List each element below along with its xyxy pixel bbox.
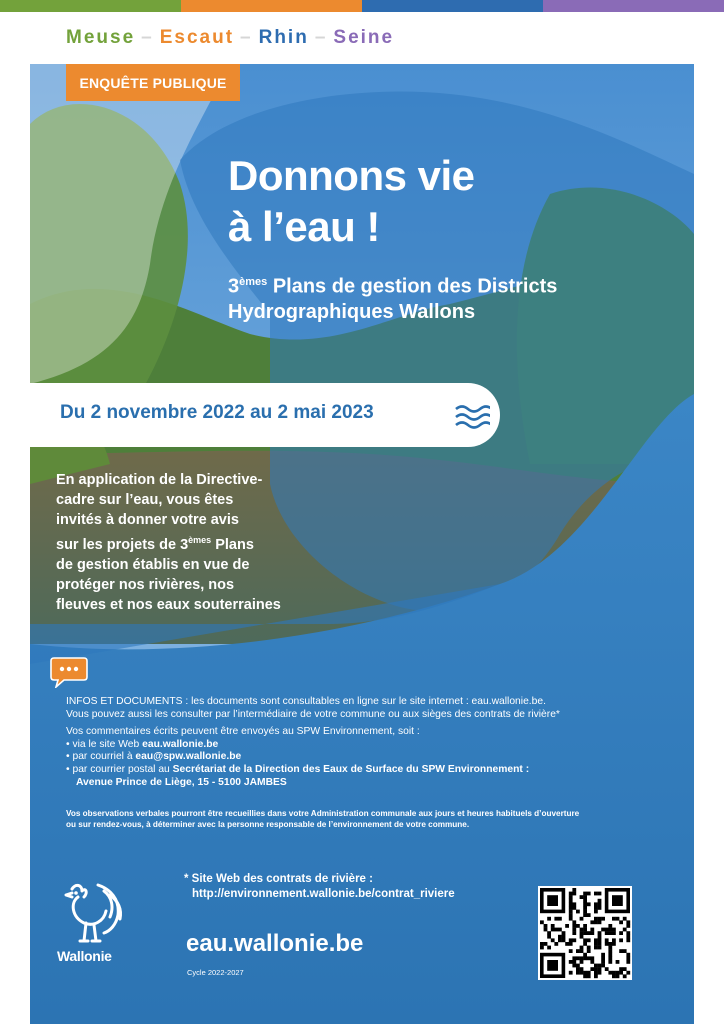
- top-color-bar: [0, 0, 724, 12]
- rooster-logo: [58, 875, 130, 947]
- chat-bubble-icon: [50, 656, 88, 688]
- river-rhin: Rhin: [258, 27, 309, 48]
- intro-line: de gestion établis en vue de: [56, 556, 250, 573]
- verbal-line: Vos observations verbales pourront être recueillies dans votre Administration communale aux jours et heures habituels d’ouverture: [66, 809, 580, 818]
- subtitle-ordinal-sup: èmes: [239, 276, 268, 288]
- web-link[interactable]: eau.wallonie.be: [142, 738, 219, 750]
- color-bar-orange: [181, 0, 362, 12]
- info-line: INFOS ET DOCUMENTS : les documents sont consultables en ligne sur le site internet : eau.wallonie.be.: [66, 696, 546, 707]
- info-bullet-post: • par courrier postal au Secrétariat de la Direction des Eaux de Surface du SPW Environnement :: [66, 764, 666, 777]
- verbal-line: ou sur rendez-vous, à déterminer avec la personne responsable de l’environnement de votre commune.: [66, 820, 470, 829]
- info-section: [66, 696, 666, 789]
- public-inquiry-badge: ENQUÊTE PUBLIQUE: [66, 64, 240, 101]
- color-bar-violet: [543, 0, 724, 12]
- info-bullet-email: • par courriel à eau@spw.wallonie.be: [66, 751, 666, 764]
- post-recipient: Secrétariat de la Direction des Eaux de Surface du SPW Environnement :: [172, 763, 530, 775]
- intro-line: protéger nos rivières, nos: [56, 576, 235, 593]
- separator: –: [240, 27, 253, 48]
- intro-line: fleuves et nos eaux souterraines: [56, 596, 281, 613]
- river-escaut: Escaut: [159, 27, 235, 48]
- river-meuse: Meuse: [66, 27, 136, 48]
- subtitle: [228, 270, 648, 325]
- date-banner: [30, 383, 500, 447]
- river-seine: Seine: [333, 27, 395, 48]
- intro-line: [56, 530, 346, 555]
- wallonie-wordmark: Wallonie: [57, 948, 112, 964]
- separator: –: [141, 27, 154, 48]
- info-line: Vous pouvez aussi les consulter par l’intermédiaire de votre commune ou aux sièges des contrats de rivière*: [66, 708, 560, 720]
- subtitle-line-2: Hydrographiques Wallons: [228, 300, 476, 323]
- date-range: Du 2 novembre 2022 au 2 mai 2023: [60, 402, 374, 423]
- intro-text: [56, 470, 346, 615]
- contracts-link[interactable]: http://environnement.wallonie.be/contrat_riviere: [192, 888, 455, 900]
- title-line-1: Donnons vie: [228, 152, 475, 199]
- color-bar-green: [0, 0, 181, 12]
- qr-code-pattern: [538, 886, 632, 980]
- post-address: Avenue Prince de Liège, 15 - 5100 JAMBES: [76, 776, 287, 788]
- email-link[interactable]: eau@spw.wallonie.be: [135, 751, 242, 763]
- intro-line-4-pre: sur les projets de 3: [56, 536, 189, 553]
- title-line-2: à l’eau !: [228, 203, 380, 250]
- river-districts: [66, 27, 394, 49]
- separator: –: [314, 27, 328, 48]
- intro-line-4-post: Plans: [211, 536, 254, 553]
- qr-code[interactable]: [538, 886, 632, 980]
- page-title: [228, 150, 475, 252]
- contracts-label: * Site Web des contrats de rivière :: [184, 873, 373, 885]
- subtitle-line-1: Plans de gestion des Districts: [267, 275, 558, 298]
- cycle-label: Cycle 2022-2027: [187, 968, 244, 977]
- subtitle-ordinal: 3: [228, 275, 240, 298]
- river-contracts: [184, 872, 455, 902]
- verbal-observations: [66, 808, 666, 830]
- waves-icon: [454, 402, 490, 430]
- info-line: Vos commentaires écrits peuvent être envoyés au SPW Environnement, soit :: [66, 726, 420, 738]
- info-bullet-web: • via le site Web eau.wallonie.be: [66, 739, 666, 752]
- website-url[interactable]: eau.wallonie.be: [186, 930, 364, 957]
- color-bar-blue: [362, 0, 543, 12]
- intro-line-4-sup: èmes: [188, 535, 212, 545]
- intro-line: cadre sur l’eau, vous êtes: [56, 492, 234, 508]
- intro-line: invités à donner votre avis: [56, 512, 239, 528]
- intro-line: En application de la Directive-: [56, 472, 263, 488]
